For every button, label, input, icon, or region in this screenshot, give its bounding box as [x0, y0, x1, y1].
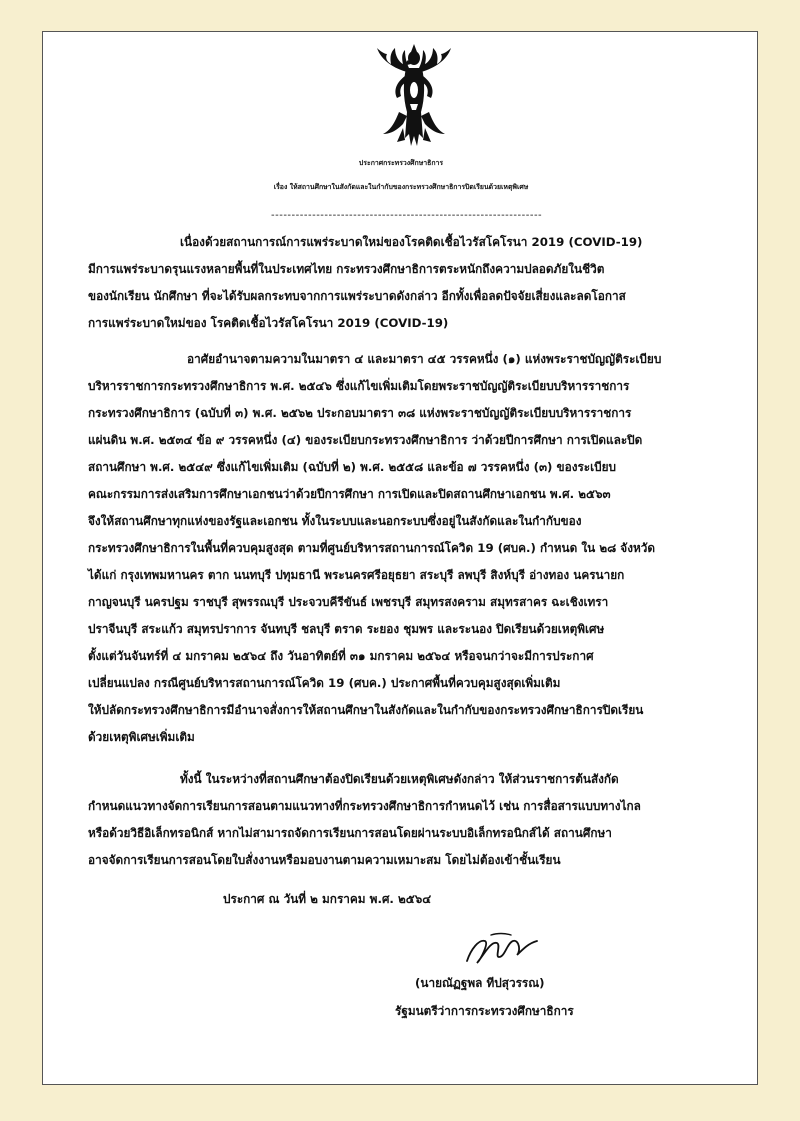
separator-line: ------------------------------------------------------------------: [271, 210, 543, 221]
announcement-heading: ประกาศกระทรวงศึกษาธิการ: [358, 159, 444, 167]
paragraph-line: ด้วยเหตุพิเศษเพิ่มเติม: [88, 730, 195, 744]
paragraph-line: บริหารราชการกระทรวงศึกษาธิการ พ.ศ. ๒๕๔๖ ซึ่งแก้ไขเพิ่มเติมโดยพระราชบัญญัติระเบียบบริหารราชการ: [88, 379, 630, 393]
paragraph-line: จึงให้สถานศึกษาทุกแห่งของรัฐและเอกชน ทั้งในระบบและนอกระบบซึ่งอยู่ในสังกัดและในกำกับของ: [88, 514, 582, 528]
paragraph-line: อาจจัดการเรียนการสอนโดยใบสั่งงานหรือมอบงานตามความเหมาะสม โดยไม่ต้องเข้าชั้นเรียน: [88, 853, 561, 867]
garuda-emblem-icon: [373, 42, 455, 152]
paragraph-line: อาศัยอำนาจตามความในมาตรา ๔ และมาตรา ๔๕ วรรคหนึ่ง (๑) แห่งพระราชบัญญัติระเบียบ: [187, 352, 662, 366]
announcement-date: ประกาศ ณ วันที่ ๒ มกราคม พ.ศ. ๒๕๖๔: [223, 892, 432, 906]
paragraph-line: มีการแพร่ระบาดรุนแรงหลายพื้นที่ในประเทศไทย กระทรวงศึกษาธิการตระหนักถึงความปลอดภัยในชีวิต: [88, 262, 605, 276]
paragraph-line: หรือด้วยวิธีอิเล็กทรอนิกส์ หากไม่สามารถจัดการเรียนการสอนโดยผ่านระบบอิเล็กทรอนิกส์ได้ สถานศึกษา: [88, 826, 612, 840]
signatory-position: รัฐมนตรีว่าการกระทรวงศึกษาธิการ: [395, 1004, 574, 1018]
document-page: [42, 31, 758, 1085]
paragraph-line: ปราจีนบุรี สระแก้ว สมุทรปราการ จันทบุรี ชลบุรี ตราด ระยอง ชุมพร และระนอง ปิดเรียนด้วยเหตุพิเศษ: [88, 622, 605, 636]
paragraph-line: เนื่องด้วยสถานการณ์การแพร่ระบาดใหม่ของโรคติดเชื้อไวรัสโคโรนา 2019 (COVID-19): [180, 235, 643, 249]
paragraph-line: แผ่นดิน พ.ศ. ๒๕๓๔ ข้อ ๙ วรรคหนึ่ง (๔) ของระเบียบกระทรวงศึกษาธิการ ว่าด้วยปีการศึกษา การเปิดและปิด: [88, 433, 643, 447]
paragraph-line: ของนักเรียน นักศึกษา ที่จะได้รับผลกระทบจากการแพร่ระบาดดังกล่าว อีกทั้งเพื่อลดปัจจัยเสี่ยงและลดโอกาส: [88, 289, 626, 303]
paragraph-line: กระทรวงศึกษาธิการ (ฉบับที่ ๓) พ.ศ. ๒๕๖๒ ประกอบมาตรา ๓๘ แห่งพระราชบัญญัติระเบียบบริหารราชการ: [88, 406, 632, 420]
paragraph-line: คณะกรรมการส่งเสริมการศึกษาเอกชนว่าด้วยปีการศึกษา การเปิดและปิดสถานศึกษาเอกชน พ.ศ. ๒๕๖๓: [88, 487, 611, 501]
paragraph-line: การแพร่ระบาดใหม่ของ โรคติดเชื้อไวรัสโคโรนา 2019 (COVID-19): [88, 316, 449, 330]
paragraph-line: ตั้งแต่วันจันทร์ที่ ๔ มกราคม ๒๕๖๔ ถึง วันอาทิตย์ที่ ๓๑ มกราคม ๒๕๖๔ หรือจนกว่าจะมีการประกาศ: [88, 649, 594, 663]
paragraph-line: ให้ปลัดกระทรวงศึกษาธิการมีอำนาจสั่งการให้สถานศึกษาในสังกัดและในกำกับของกระทรวงศึกษาธิการปิดเรียน: [88, 703, 644, 717]
paragraph-line: กระทรวงศึกษาธิการในพื้นที่ควบคุมสูงสุด ตามที่ศูนย์บริหารสถานการณ์โควิด 19 (ศบค.) กำหนด ใน ๒๘ จังหวัด: [88, 541, 656, 555]
signatory-name: (นายณัฏฐพล ทีปสุวรรณ): [415, 976, 545, 990]
paragraph-line: เปลี่ยนแปลง กรณีศูนย์บริหารสถานการณ์โควิด 19 (ศบค.) ประกาศพื้นที่ควบคุมสูงสุดเพิ่มเติม: [88, 676, 561, 690]
paragraph-line: กำหนดแนวทางจัดการเรียนการสอนตามแนวทางที่กระทรวงศึกษาธิการกำหนดไว้ เช่น การสื่อสารแบบทางไกล: [88, 799, 641, 813]
paragraph-line: ทั้งนี้ ในระหว่างที่สถานศึกษาต้องปิดเรียนด้วยเหตุพิเศษดังกล่าว ให้ส่วนราชการต้นสังกัด: [180, 772, 619, 786]
signature-scribble: [461, 929, 541, 969]
paragraph-line: ได้แก่ กรุงเทพมหานคร ตาก นนทบุรี ปทุมธานี พระนครศรีอยุธยา สระบุรี ลพบุรี สิงห์บุรี อ่างทอง นครนายก: [88, 568, 625, 582]
announcement-subject: เรื่อง ให้สถานศึกษาในสังกัดและในกำกับของกระทรวงศึกษาธิการปิดเรียนด้วยเหตุพิเศษ: [273, 183, 529, 191]
paragraph-line: สถานศึกษา พ.ศ. ๒๕๔๙ ซึ่งแก้ไขเพิ่มเติม (ฉบับที่ ๒) พ.ศ. ๒๕๕๘ และข้อ ๗ วรรคหนึ่ง (๓) ของระเบียบ: [88, 460, 617, 474]
paragraph-line: กาญจนบุรี นครปฐม ราชบุรี สุพรรณบุรี ประจวบคีรีขันธ์ เพชรบุรี สมุทรสงคราม สมุทรสาคร ฉะเชิงเทรา: [88, 595, 609, 609]
